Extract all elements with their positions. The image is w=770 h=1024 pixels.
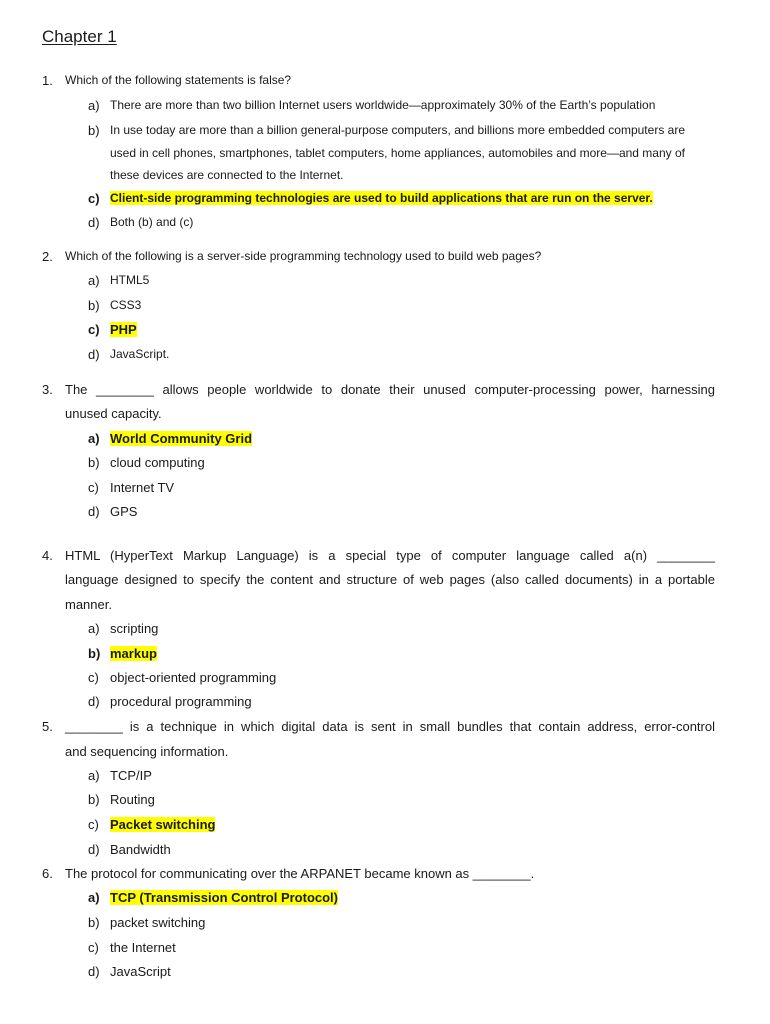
question-3-number: 3. xyxy=(42,382,53,397)
q2-option-a-text: HTML5 xyxy=(110,273,150,287)
correct-answer-highlight: Client-side programming technologies are used to build applications that are run on the server. xyxy=(110,191,653,205)
q6-option-a-letter: a) xyxy=(88,890,100,905)
q5-option-c-text xyxy=(110,817,215,832)
question-5-text-line-2: and sequencing information. xyxy=(65,744,229,759)
q4-option-b-letter: b) xyxy=(88,646,101,661)
q1-option-b-text-line-3: these devices are connected to the Internet. xyxy=(110,168,344,182)
question-5-number: 5. xyxy=(42,719,53,734)
q6-option-c-letter: c) xyxy=(88,940,99,955)
question-4-text-line-1: HTML (HyperText Markup Language) is a special type of computer language called a(n) ________ xyxy=(65,548,715,563)
q5-option-b-text: Routing xyxy=(110,792,155,807)
correct-answer-highlight: markup xyxy=(110,646,157,661)
correct-answer-highlight: PHP xyxy=(110,322,137,337)
q3-option-a-letter: a) xyxy=(88,431,100,446)
question-4-number: 4. xyxy=(42,548,53,563)
q6-option-c-text: the Internet xyxy=(110,940,176,955)
q2-option-c-letter: c) xyxy=(88,322,100,337)
q1-option-d-letter: d) xyxy=(88,215,100,230)
q6-option-d-text: JavaScript xyxy=(110,964,171,979)
question-3-text-line-1: The ________ allows people worldwide to donate their unused computer-processing power, harnessing xyxy=(65,382,715,397)
q1-option-d-text: Both (b) and (c) xyxy=(110,215,194,229)
q4-option-d-letter: d) xyxy=(88,694,100,709)
chapter-title: Chapter 1 xyxy=(42,27,117,46)
q4-option-d-text: procedural programming xyxy=(110,694,252,709)
q5-option-c-letter: c) xyxy=(88,817,99,832)
correct-answer-highlight: Packet switching xyxy=(110,817,216,832)
q6-option-b-text: packet switching xyxy=(110,915,206,930)
question-5-text-line-1: ________ is a technique in which digital data is sent in small bundles that contain address, error-control xyxy=(65,719,715,734)
q5-option-a-text: TCP/IP xyxy=(110,768,152,783)
question-1-text: Which of the following statements is false? xyxy=(65,73,292,87)
question-6-number: 6. xyxy=(42,866,53,881)
q4-option-b-text xyxy=(110,646,157,661)
q1-option-b-text-line-1: In use today are more than a billion general-purpose computers, and billions more embedded computers are xyxy=(110,123,685,137)
q3-option-c-letter: c) xyxy=(88,480,99,495)
question-4-text-line-2: language designed to specify the content and structure of web pages (also called documents) in a portable xyxy=(65,572,715,587)
q5-option-d-text: Bandwidth xyxy=(110,842,171,857)
q2-option-b-text: CSS3 xyxy=(110,298,142,312)
q1-option-c-letter: c) xyxy=(88,191,100,206)
q3-option-d-letter: d) xyxy=(88,504,100,519)
correct-answer-highlight: TCP (Transmission Control Protocol) xyxy=(110,890,339,905)
q4-option-a-text: scripting xyxy=(110,621,159,636)
q1-option-a-text: There are more than two billion Internet users worldwide—approximately 30% of the Earth’s population xyxy=(110,98,656,112)
q4-option-a-letter: a) xyxy=(88,621,100,636)
q4-option-c-letter: c) xyxy=(88,670,99,685)
q4-option-c-text: object-oriented programming xyxy=(110,670,277,685)
q2-option-c-text xyxy=(110,322,137,337)
question-2-number: 2. xyxy=(42,249,53,264)
q5-option-a-letter: a) xyxy=(88,768,100,783)
q3-option-a-text xyxy=(110,431,252,446)
q2-option-b-letter: b) xyxy=(88,298,100,313)
question-3-text-line-2: unused capacity. xyxy=(65,406,162,421)
q6-option-d-letter: d) xyxy=(88,964,100,979)
correct-answer-highlight: World Community Grid xyxy=(110,431,253,446)
question-6-text: The protocol for communicating over the ARPANET became known as ________. xyxy=(65,866,535,881)
q1-option-a-letter: a) xyxy=(88,98,100,113)
question-4-text-line-3: manner. xyxy=(65,597,112,612)
question-1-number: 1. xyxy=(42,73,53,88)
q3-option-b-text: cloud computing xyxy=(110,455,205,470)
q1-option-b-letter: b) xyxy=(88,123,100,138)
q1-option-c-text xyxy=(110,191,653,205)
q5-option-b-letter: b) xyxy=(88,792,100,807)
q2-option-d-letter: d) xyxy=(88,347,100,362)
q5-option-d-letter: d) xyxy=(88,842,100,857)
q3-option-d-text: GPS xyxy=(110,504,138,519)
q6-option-a-text xyxy=(110,890,338,905)
q3-option-b-letter: b) xyxy=(88,455,100,470)
question-2-text: Which of the following is a server-side programming technology used to build web pages? xyxy=(65,249,542,263)
q2-option-d-text: JavaScript. xyxy=(110,347,170,361)
q3-option-c-text: Internet TV xyxy=(110,480,175,495)
q6-option-b-letter: b) xyxy=(88,915,100,930)
q2-option-a-letter: a) xyxy=(88,273,100,288)
q1-option-b-text-line-2: used in cell phones, smartphones, tablet computers, home appliances, automobiles and more—and many of xyxy=(110,146,685,160)
